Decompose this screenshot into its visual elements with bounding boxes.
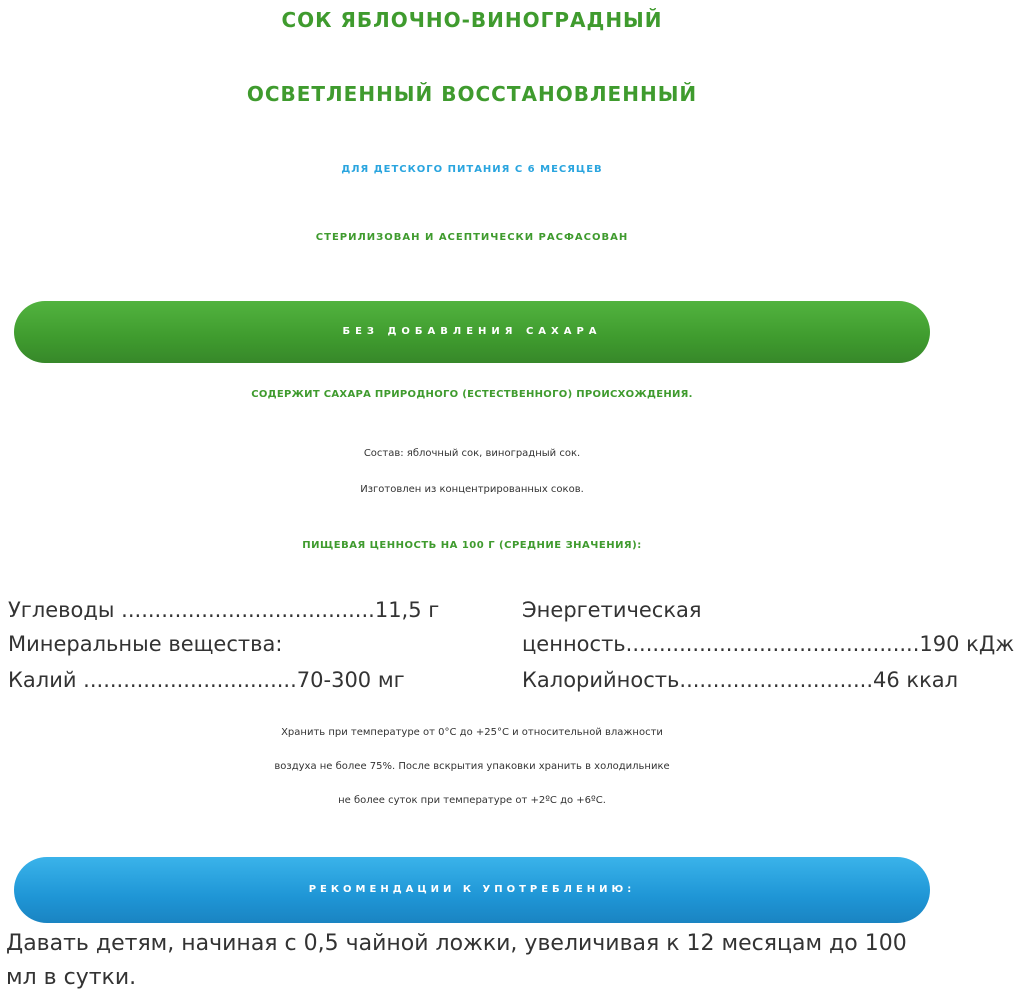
age-subtitle: ДЛЯ ДЕТСКОГО ПИТАНИЯ С 6 МЕСЯЦЕВ xyxy=(341,164,603,175)
storage-text-line3: не более суток при температуре от +2ºС до +6ºС. xyxy=(338,795,606,806)
natural-sugar-note: СОДЕРЖИТ САХАРА ПРИРОДНОГО (ЕСТЕСТВЕННОГО) ПРОИСХОЖДЕНИЯ. xyxy=(251,389,693,400)
product-title-line2: ОСВЕТЛЕННЫЙ ВОССТАНОВЛЕННЫЙ xyxy=(246,82,698,106)
storage-text-line1: Хранить при температуре от 0°С до +25°С и относительной влажности xyxy=(281,727,663,738)
nutrition-heading: ПИЩЕВАЯ ЦЕННОСТЬ НА 100 Г (СРЕДНИЕ ЗНАЧЕНИЯ): xyxy=(302,540,642,551)
sterilized-subtitle: СТЕРИЛИЗОВАН И АСЕПТИЧЕСКИ РАСФАСОВАН xyxy=(315,232,629,243)
recommendation-text-line1: Давать детям, начиная с 0,5 чайной ложки, увеличивая к 12 месяцам до 100 xyxy=(6,931,907,956)
nutrition-calories: Калорийность.............................46 ккал xyxy=(522,668,959,692)
nutrition-energy-label: Энергетическая xyxy=(522,598,702,622)
nutrition-minerals: Минеральные вещества: xyxy=(8,632,283,656)
nutrition-energy-value: ценность............................................190 кДж xyxy=(522,632,1014,656)
composition-text: Состав: яблочный сок, виноградный сок. xyxy=(363,448,581,459)
no-sugar-banner: БЕЗ ДОБАВЛЕНИЯ САХАРА xyxy=(14,301,930,363)
nutrition-potassium: Калий ................................70-300 мг xyxy=(8,668,405,692)
recommendation-text-line2: мл в сутки. xyxy=(6,965,137,990)
product-title-line1: СОК ЯБЛОЧНО-ВИНОГРАДНЫЙ xyxy=(281,8,663,32)
concentrate-note: Изготовлен из концентрированных соков. xyxy=(360,484,584,495)
storage-text-line2: воздуха не более 75%. После вскрытия упаковки хранить в холодильнике xyxy=(274,761,670,772)
recommendations-banner: РЕКОМЕНДАЦИИ К УПОТРЕБЛЕНИЮ: xyxy=(14,857,930,923)
nutrition-carbs: Углеводы ......................................11,5 г xyxy=(8,598,440,622)
